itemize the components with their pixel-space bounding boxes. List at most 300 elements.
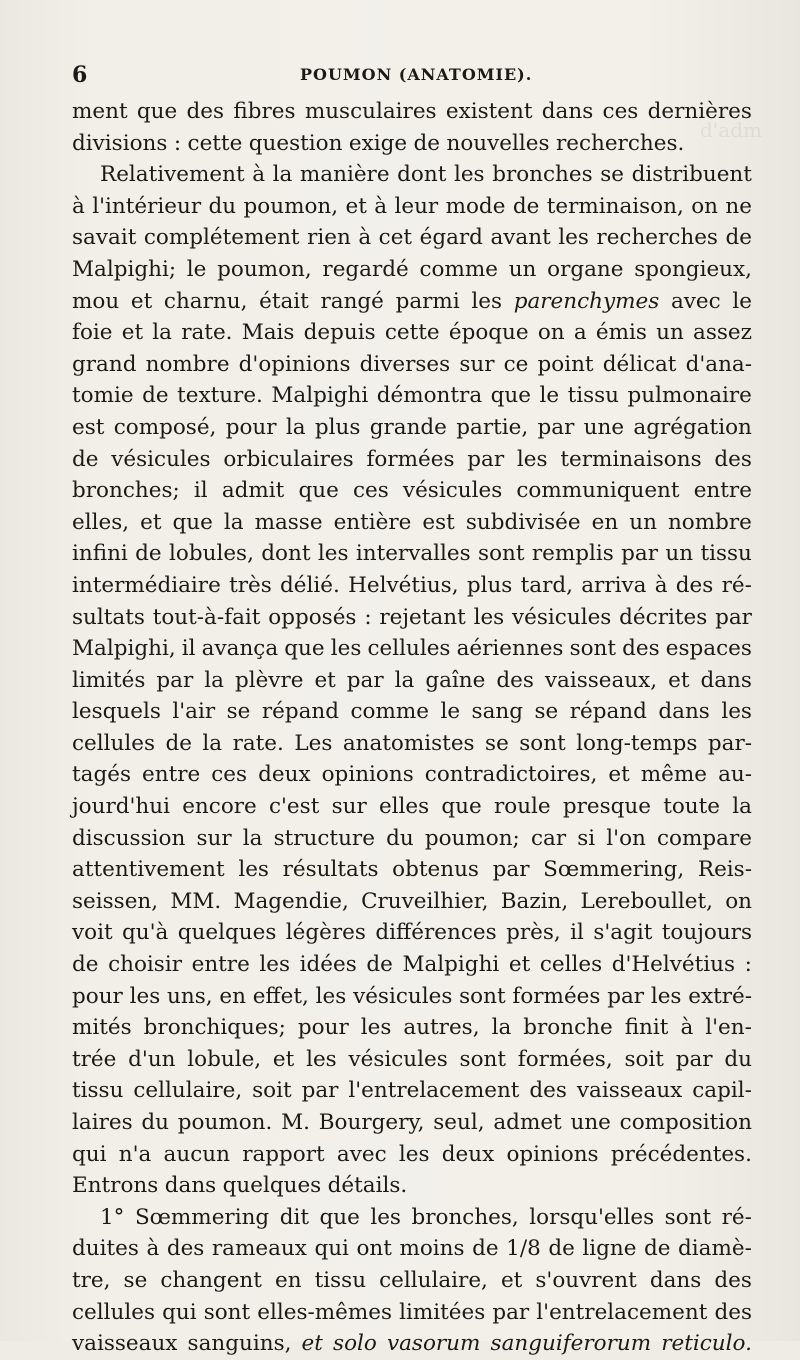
word: à [374, 193, 388, 219]
word: Relativement [100, 162, 245, 188]
word: il [570, 920, 584, 946]
word: des [186, 99, 225, 124]
word: à [252, 162, 266, 188]
word: : [364, 604, 372, 630]
word: se [226, 699, 251, 725]
word: bronches; [72, 478, 180, 504]
word: différences [375, 920, 497, 946]
word: et [608, 762, 630, 788]
word: les [315, 983, 347, 1009]
word: répand [569, 699, 647, 725]
word: changent [160, 1267, 262, 1293]
word: avec [670, 288, 721, 314]
word: que [441, 794, 482, 820]
word: ces [602, 99, 639, 124]
word: poumon; [424, 825, 520, 851]
word: sur [196, 825, 232, 851]
word: avec [336, 1141, 387, 1167]
word: et [140, 509, 162, 535]
word: s'agit [593, 920, 653, 946]
word: par [301, 1078, 339, 1104]
word: limités [72, 667, 146, 693]
word: pour [72, 983, 123, 1009]
word: l'en- [705, 1015, 752, 1041]
word: vaisseaux [576, 1078, 683, 1104]
word: s'ouvrent [535, 1267, 637, 1293]
word: tissu [72, 1078, 124, 1104]
word: de [512, 193, 540, 219]
word: uns, [167, 983, 213, 1009]
word: tissu [314, 1267, 367, 1293]
word: tard, [520, 572, 573, 598]
text-line [72, 444, 752, 476]
word: de [135, 541, 162, 567]
word: d'opinions [238, 351, 351, 377]
word: attentivement [72, 857, 225, 883]
word: entre [142, 762, 201, 788]
word: les [516, 446, 548, 472]
word: si [577, 825, 596, 851]
word: la [394, 667, 415, 693]
word: M. [281, 1110, 310, 1135]
word: le [732, 288, 752, 314]
word: ment [72, 99, 128, 124]
page-header [72, 62, 752, 92]
word: l'intérieur [92, 193, 202, 219]
text-line [72, 759, 752, 791]
word: Sœmmering, [543, 857, 685, 883]
word: charnu, [163, 288, 248, 314]
word: tissu [567, 383, 620, 409]
word: pour [297, 1015, 349, 1041]
word: parenchymes [513, 288, 660, 314]
word: opinions [506, 1141, 599, 1167]
word: ne [725, 193, 752, 219]
word: ont [356, 1236, 392, 1262]
word: et [508, 952, 531, 978]
word: en [274, 1267, 302, 1293]
word: quelques [177, 920, 277, 946]
word: la [285, 414, 306, 440]
word: à [358, 225, 372, 251]
word: elles-mêmes [257, 1299, 393, 1325]
word: est [422, 509, 455, 535]
word: le [186, 256, 207, 282]
word: ces [211, 762, 248, 788]
word: Les [294, 730, 333, 756]
word: les [360, 1015, 392, 1041]
word: seissen, [72, 888, 159, 914]
word: effet, [252, 983, 309, 1009]
text-line [72, 791, 752, 823]
word: par [607, 983, 645, 1009]
text-line [72, 96, 752, 128]
word: poumon. [177, 1110, 273, 1135]
word: organe [547, 256, 624, 282]
word: bronchiques; [143, 1015, 286, 1041]
word: se [485, 730, 509, 756]
word: toujours [661, 920, 752, 946]
word: époque [448, 320, 529, 346]
word: deux [258, 762, 311, 788]
text-line [72, 1139, 752, 1171]
word: était [259, 288, 309, 314]
word: dont [397, 162, 447, 188]
word: l'entrelacement [536, 1299, 708, 1325]
word: orbiculaires [223, 446, 354, 472]
word: à [654, 572, 668, 598]
word: les [558, 225, 589, 251]
word: sont [478, 541, 525, 567]
word: l'on [606, 825, 646, 851]
word: des [622, 636, 660, 662]
word: parmi [395, 288, 460, 314]
word: lorsqu'elles [529, 1204, 655, 1230]
word: assez [693, 320, 752, 346]
word: aériennes [456, 636, 564, 662]
word: par [492, 857, 530, 883]
word: vésicules [353, 983, 453, 1009]
word: bronches, [411, 1204, 519, 1230]
word: elles [378, 794, 430, 820]
word: rapport [242, 1141, 325, 1167]
word: sont [569, 636, 617, 662]
word: admet [493, 1110, 562, 1135]
word: la [242, 825, 263, 851]
word: ré- [721, 572, 752, 598]
word: comme [419, 256, 498, 282]
text-line [72, 696, 752, 728]
word: du [724, 1046, 752, 1072]
word: c'est [268, 794, 320, 820]
word: d'Helvétius [611, 952, 736, 978]
word: par- [707, 730, 752, 756]
word: Lereboullet, [580, 888, 713, 914]
word: exige [348, 130, 408, 156]
word: roule [493, 794, 551, 820]
word: quelques [222, 1173, 322, 1199]
word: subdivisée [465, 509, 581, 535]
word: nombre [145, 351, 230, 377]
word: Reis- [697, 857, 752, 883]
word: car [530, 825, 567, 851]
running-head: POUMON (ANATOMIE). [300, 65, 533, 84]
word: Bourgery, [318, 1110, 425, 1135]
word: vaisseaux [72, 1331, 178, 1357]
word: des [166, 1236, 205, 1262]
word: terminaisons [560, 446, 702, 472]
word: rangé [320, 288, 384, 314]
word: laires [72, 1110, 133, 1135]
word: plèvre [234, 667, 304, 693]
word: du [208, 193, 237, 219]
text-line [72, 191, 752, 223]
word: avança [201, 636, 279, 662]
word: au- [718, 762, 752, 788]
text-line [72, 507, 752, 539]
word: des [496, 667, 534, 693]
word: on [691, 193, 718, 219]
text-line [72, 380, 752, 412]
word: les [259, 952, 291, 978]
word: cellulaire, [379, 1267, 488, 1293]
word: à [72, 193, 85, 219]
word: solo [333, 1331, 377, 1357]
word: de [548, 1236, 575, 1262]
word: que [136, 99, 178, 124]
word: Malpighi [271, 383, 369, 409]
word: vasorum [386, 1331, 481, 1357]
word: la [202, 730, 223, 756]
word: vésicules [348, 1046, 448, 1072]
word: aucun [163, 1141, 230, 1167]
word: extré- [688, 983, 752, 1009]
text-line [72, 917, 752, 949]
word: lobule, [187, 1046, 262, 1072]
word: un [508, 256, 537, 282]
text-line [72, 1012, 752, 1044]
text-line [72, 349, 752, 381]
word: de [413, 130, 441, 156]
word: avant [490, 225, 551, 251]
word: formées, [517, 1046, 613, 1072]
word: tagés [72, 762, 131, 788]
word: les [398, 1141, 430, 1167]
word: : [173, 130, 182, 156]
word: sur [459, 351, 495, 377]
word: rameaux [211, 1236, 307, 1262]
word: sanguiferorum [490, 1331, 652, 1357]
word: que [490, 383, 531, 409]
word: question [248, 130, 343, 156]
word: et [345, 193, 367, 219]
word: démontra [376, 383, 483, 409]
body-text [72, 96, 752, 1360]
word: et [668, 667, 690, 693]
word: de [72, 952, 99, 978]
word: poumon, [217, 256, 312, 282]
page-number: 6 [72, 62, 88, 88]
word: masse [254, 509, 323, 535]
word: par [537, 414, 575, 440]
word: que [298, 478, 339, 504]
word: tissu [700, 541, 752, 567]
word: les [306, 1046, 337, 1072]
text-line [72, 412, 752, 444]
word: de [644, 1236, 671, 1262]
word: contradictoires, [424, 762, 598, 788]
word: des [714, 446, 752, 472]
word: mités [72, 1015, 132, 1041]
word: que [319, 1204, 360, 1230]
word: Cruveilhier, [361, 888, 489, 914]
word: : [744, 952, 752, 978]
word: deux [441, 1141, 495, 1167]
word: recherches. [555, 130, 685, 156]
word: presque [562, 794, 651, 820]
word: délicat [602, 351, 677, 377]
word: par [346, 667, 384, 693]
word: arriva [581, 572, 647, 598]
word: bronche [523, 1015, 613, 1041]
word: ce [503, 351, 529, 377]
word: égard [419, 225, 483, 251]
word: ré- [721, 1204, 752, 1230]
word: texture. [177, 383, 263, 409]
word: des [714, 1299, 752, 1325]
text-line [72, 254, 752, 286]
word: intermédiaire [72, 572, 221, 598]
word: vésicules [512, 604, 612, 630]
word: opposés [268, 604, 357, 630]
word: Entrons [72, 1173, 159, 1199]
word: savait [72, 225, 137, 251]
word: sanguins, [187, 1331, 292, 1357]
word: la [491, 1015, 512, 1041]
word: de [366, 952, 393, 978]
word: un [656, 320, 684, 346]
word: par [621, 541, 659, 567]
word: long-temps [576, 730, 698, 756]
word: qui [314, 1236, 349, 1262]
text-line [72, 1328, 752, 1360]
word: rejetant [379, 604, 466, 630]
word: poumon, [243, 193, 339, 219]
word: recherches [596, 225, 718, 251]
word: fibres [233, 99, 296, 124]
word: finit [624, 1015, 669, 1041]
word: distribuent [631, 162, 752, 188]
word: Magendie, [233, 888, 349, 914]
word: ligne [582, 1236, 637, 1262]
word: dans [649, 1267, 702, 1293]
word: sont [664, 1204, 712, 1230]
text-line [72, 949, 752, 981]
word: nouvelles [446, 130, 550, 156]
word: de [472, 1236, 499, 1262]
word: entre [191, 952, 250, 978]
word: à [146, 1236, 160, 1262]
word: et [121, 320, 144, 346]
word: tre, [72, 1267, 111, 1293]
text-line [72, 1170, 752, 1202]
word: nombre [667, 509, 752, 535]
word: cellules [367, 636, 451, 662]
word: sultats [72, 604, 145, 630]
word: cellules [72, 1299, 155, 1325]
word: intervalles [355, 541, 471, 567]
word: duites [72, 1236, 139, 1262]
word: on [537, 320, 565, 346]
word: précédentes. [610, 1141, 752, 1167]
word: limitées [399, 1299, 486, 1325]
word: et [314, 667, 336, 693]
text-line [72, 570, 752, 602]
word: Helvétius, [348, 572, 459, 598]
word: les [650, 983, 682, 1009]
word: comme [350, 699, 429, 725]
word: sont [203, 1299, 251, 1325]
word: que [172, 509, 213, 535]
word: et [500, 1267, 523, 1293]
word: par [715, 604, 752, 630]
word: anatomistes [342, 730, 475, 756]
word: des [675, 572, 714, 598]
word: soit [252, 1078, 292, 1104]
word: admit [221, 478, 285, 504]
word: dans [164, 1173, 217, 1199]
word: qui [162, 1299, 197, 1325]
word: entière [333, 509, 412, 535]
word: espaces [665, 636, 752, 662]
text-line [72, 1075, 752, 1107]
text-line [72, 128, 752, 160]
word: terminaison, [546, 193, 684, 219]
word: rate. [181, 320, 233, 346]
word: dans [700, 667, 752, 693]
word: on [725, 888, 752, 914]
word: l'entrelacement [348, 1078, 520, 1104]
text-line [72, 886, 752, 918]
word: qu'à [122, 920, 169, 946]
word: se [534, 699, 559, 725]
word: toute [663, 794, 721, 820]
word: 1/8 [506, 1236, 541, 1262]
word: des [714, 1267, 752, 1293]
word: diverses [359, 351, 451, 377]
word: moins [399, 1236, 465, 1262]
word: dit [279, 1204, 309, 1230]
word: décrites [619, 604, 708, 630]
text-line [72, 854, 752, 886]
text-line [72, 538, 752, 570]
word: Malpighi [402, 952, 500, 978]
word: dernières [647, 99, 752, 124]
word: en [591, 509, 619, 535]
word: résultats [282, 857, 379, 883]
word: 1° [100, 1204, 125, 1230]
word: leur [394, 193, 439, 219]
word: divisions [72, 130, 168, 156]
word: de [142, 383, 169, 409]
word: tomie [72, 383, 134, 409]
word: de [165, 730, 192, 756]
word: jourd'hui [72, 794, 170, 820]
word: Malpighi, [72, 636, 176, 662]
word: celles [539, 952, 603, 978]
word: d'un [128, 1046, 176, 1072]
word: autres, [403, 1015, 480, 1041]
word: sont [519, 730, 566, 756]
word: Mais [241, 320, 295, 346]
word: les [317, 541, 349, 567]
word: les [721, 699, 752, 725]
word: pour [225, 414, 277, 440]
word: partie, [456, 414, 529, 440]
word: ces [352, 478, 389, 504]
word: par [467, 446, 505, 472]
word: formées [366, 446, 455, 472]
word: la [223, 509, 244, 535]
word: la [204, 667, 224, 693]
word: se [600, 162, 625, 188]
word: elles, [72, 509, 130, 535]
word: encore [182, 794, 257, 820]
word: Sœmmering [134, 1204, 270, 1230]
word: n'a [118, 1141, 152, 1167]
word: répand [261, 699, 340, 725]
word: choisir [108, 952, 182, 978]
